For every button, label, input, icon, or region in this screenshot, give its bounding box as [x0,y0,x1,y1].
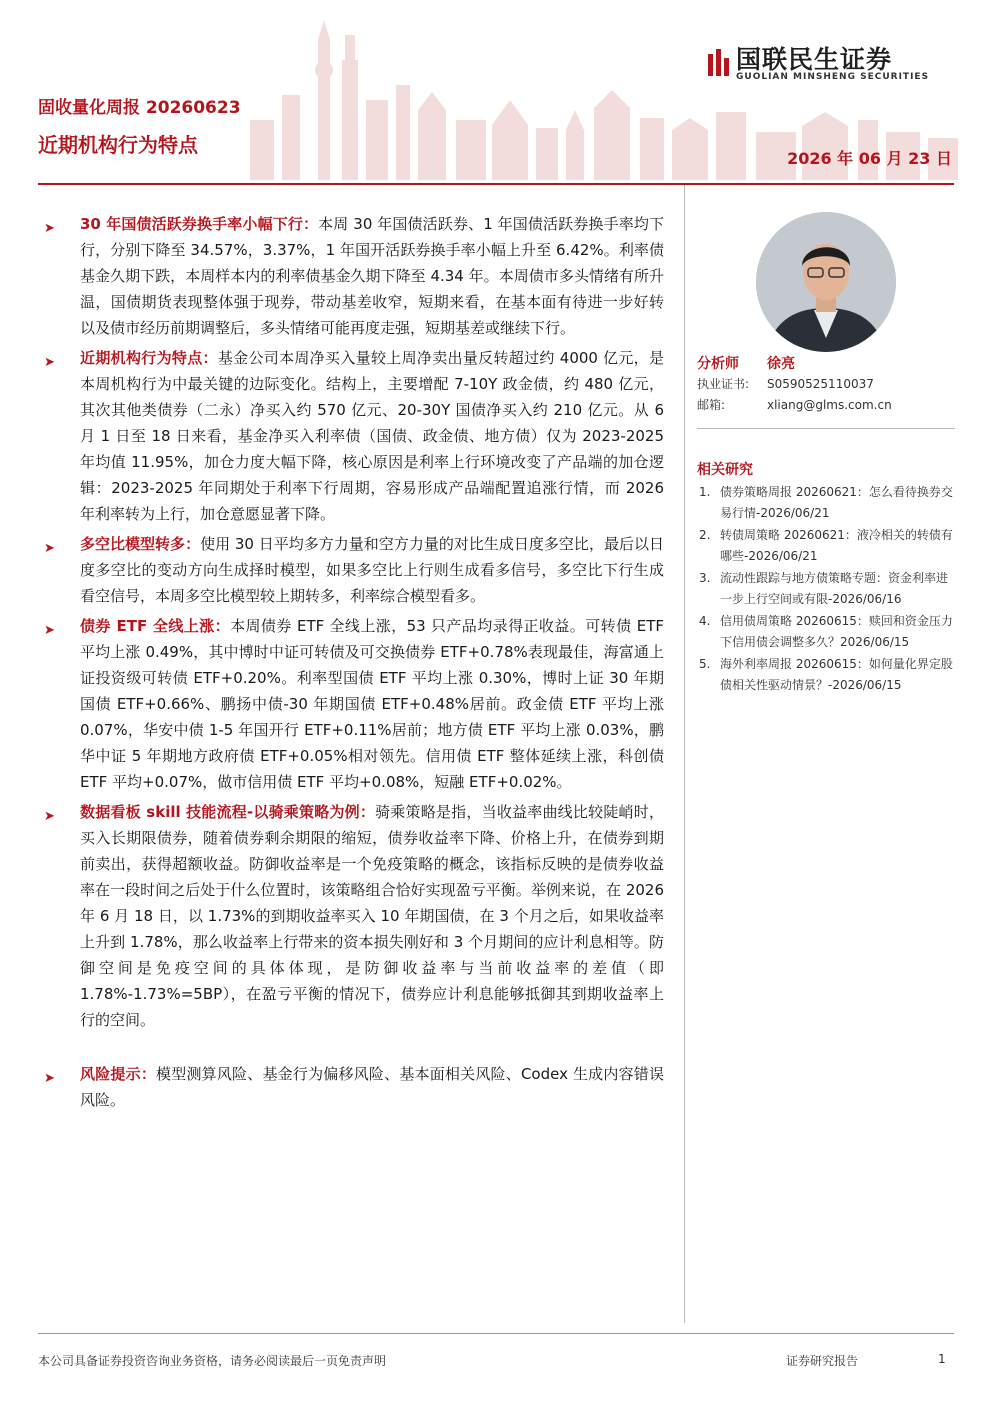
footer-rule [38,1333,954,1334]
report-series: 固收量化周报 20260623 [38,98,241,118]
analyst-role-label: 分析师 [697,356,739,372]
cert-number: S0590525110037 [767,377,874,391]
bullet-lead: 近期机构行为特点： [80,349,218,367]
footer-report-type: 证券研究报告 [786,1354,859,1368]
email-row [697,396,892,413]
bullet-arrow-icon: ➤ [44,623,55,638]
related-research-title: 相关研究 [697,462,753,478]
sidebar-rule [697,428,955,429]
cert-label: 执业证书: [697,377,750,391]
logo-cn-text: 国联民生证券 [736,45,893,74]
logo-mark-icon [688,40,730,84]
analyst-portrait-icon [756,212,896,352]
risk-warning [44,1061,664,1113]
bullet-text: 本周债券 ETF 全线上涨，53 只产品均录得正收益。可转债 ETF 平均上涨 0.49%，其中博时中证可转债及可交换债券 ETF+0.78%表现最佳，海富通上证投资级可转债 ETF+0.20%。利率型国债 ETF 平均上涨 0.30%，博时上证 30 年期国债 ETF+0.66%、鹏扬中债-30 年期国债 ETF+0.48%居前。政金债 ETF 平均上涨 0.07%，华安中债 1-5 年国开行 ETF+0.11%居前；地方债 ETF 平均上涨 0.03%，鹏华中证 5 年期地方政府债 ETF+0.05%相对领先。信用债 ETF 整体延续上涨，科创债 ETF 平均+0.07%，做市信用债 ETF 平均+0.08%，短融 ETF+0.02%。 [80,617,664,791]
related-item[interactable]: 3. 流动性跟踪与地方债策略专题：资金利率进一步上行空间或有限-2026/06/16 [699,571,949,606]
analyst-row [697,353,795,373]
summary-bullet [44,531,664,609]
cert-row [697,375,874,392]
related-research-list [697,482,955,697]
bullet-arrow-icon: ➤ [44,1071,55,1086]
bullet-lead: 数据看板 skill 技能流程-以骑乘策略为例： [80,803,376,821]
summary-bullet [44,613,664,795]
related-item[interactable]: 1. 债券策略周报 20260621：怎么看待换券交易行情-2026/06/21 [699,485,953,520]
summary-bullet [44,799,664,1033]
analyst-name: 徐亮 [767,356,795,372]
report-date: 2026 年 06 月 23 日 [787,149,952,168]
bullet-arrow-icon: ➤ [44,221,55,236]
bullet-text: 本周 30 年国债活跃券、1 年国债活跃券换手率均下行，分别下降至 34.57%，3.37%，1 年国开活跃券换手率小幅上升至 6.42%。利率债基金久期下跌，本周样本内的利率债基金久期下降至 4.34 年。本周债市多头情绪有所升温，国债期货表现整体强于现券，带动基差收窄，短期来看，在基本面有待进一步好转以及债市经历前期调整后，多头情绪可能再度走强，短期基差或继续下行。 [80,215,664,337]
summary-bullet [44,345,664,527]
summary-bullet [44,211,664,341]
risk-lead: 风险提示： [80,1065,157,1083]
email-label: 邮箱: [697,398,726,412]
summary-section [44,211,664,1117]
bullet-arrow-icon: ➤ [44,355,55,370]
column-divider [684,185,685,1323]
bullet-arrow-icon: ➤ [44,541,55,556]
bullet-text: 基金公司本周净买入量较上周净卖出量反转超过约 4000 亿元，是本周机构行为中最关键的边际变化。结构上，主要增配 7-10Y 政金债，约 480 亿元，其次其他类债券（二永）净买入约 570 亿元、20-30Y 国债净买入约 210 亿元。从 6 月 1 日至 18 日来看，基金净买入利率债（国债、政金债、地方债）仅为 2023-2025 年均值 11.95%，加仓力度大幅下降，核心原因是利率上行环境改变了产品端的加仓逻辑：2023-2025 年同期处于利率下行周期，容易形成产品端配置追涨行情，而 2026 年利率转为上行，加仓意愿显著下降。 [80,349,664,523]
bullet-lead: 多空比模型转多： [80,535,201,553]
page-number: 1 [938,1352,946,1366]
analyst-email[interactable]: xliang@glms.com.cn [767,398,892,412]
bullet-lead: 债券 ETF 全线上涨： [80,617,231,635]
related-item[interactable]: 4. 信用债周策略 20260615：赎回和资金压力下信用债会调整多久？2026/06/15 [699,614,953,649]
bullet-text: 骑乘策略是指，当收益率曲线比较陡峭时，买入长期限债券，随着债券剩余期限的缩短，债券收益率下降、价格上升，在债券到期前卖出，获得超额收益。防御收益率是一个免疫策略的概念，该指标反映的是债券收益率在一段时间之后处于什么位置时，该策略组合恰好实现盈亏平衡。举例来说，在 2026 年 6 月 18 日，以 1.73%的到期收益率买入 10 年期国债，在 3 个月之后，如果收益率上升到 1.78%，那么收益率上行带来的资本损失刚好和 3 个月期间的应计利息相等。防御空间是免疫空间的具体体现，是防御收益率与当前收益率的差值（即 1.78%-1.73%=5BP），在盈亏平衡的情况下，债券应计利息能够抵御其到期收益率上行的空间。 [80,803,664,1029]
bullet-text: 使用 30 日平均多方力量和空方力量的对比生成日度多空比，最后以日度多空比的变动方向生成择时模型，如果多空比上行则生成看多信号，多空比下行生成看空信号，本周多空比模型较上期转多，利率综合模型看多。 [80,535,664,605]
footer-disclaimer: 本公司具备证券投资咨询业务资格，请务必阅读最后一页免责声明 [38,1354,387,1368]
company-logo [688,40,958,84]
logo-en-text: GUOLIAN MINSHENG SECURITIES [736,72,930,82]
risk-text: 模型测算风险、基金行为偏移风险、基本面相关风险、Codex 生成内容错误风险。 [80,1065,664,1109]
header-rule [38,183,954,185]
related-item[interactable]: 5. 海外利率周报 20260615：如何量化界定股债相关性驱动情景？-2026/06/15 [699,657,953,692]
report-title: 近期机构行为特点 [38,133,198,157]
bullet-arrow-icon: ➤ [44,809,55,824]
analyst-photo [756,212,896,352]
bullet-lead: 30 年国债活跃券换手率小幅下行： [80,215,319,233]
related-item[interactable]: 2. 转债周策略 20260621：液冷相关的转债有哪些-2026/06/21 [699,528,953,563]
